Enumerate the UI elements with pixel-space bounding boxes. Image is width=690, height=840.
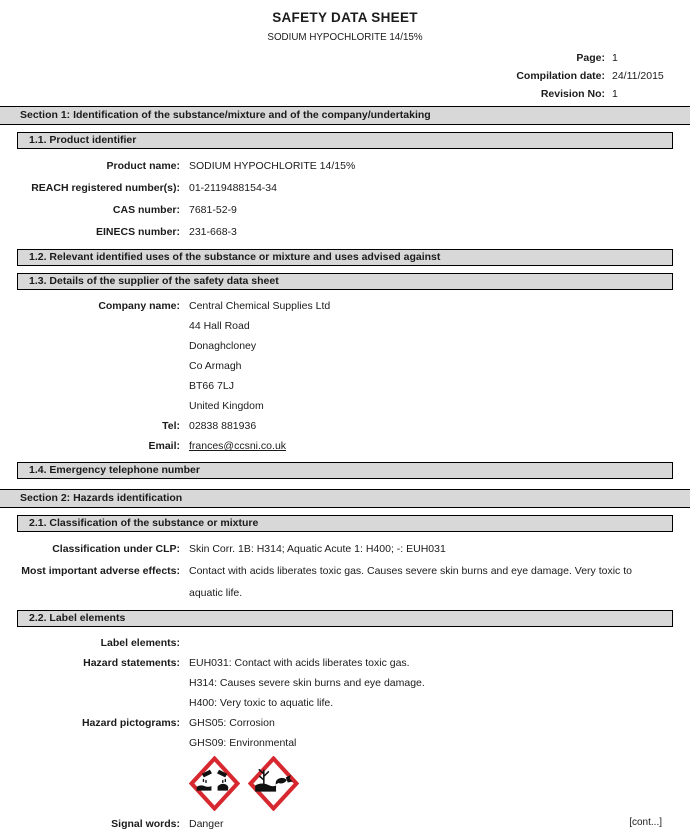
revision-no-value: 1: [612, 88, 618, 100]
company-name-row: [0, 296, 690, 316]
product-name-value: SODIUM HYPOCHLORITE 14/15%: [189, 160, 356, 172]
cas-number-row: [0, 199, 690, 221]
hazard-statement-h400: H400: Very toxic to aquatic life.: [189, 697, 334, 709]
ghs09-environmental-icon: [248, 756, 299, 811]
tel-value: 02838 881936: [189, 420, 257, 432]
address-country: United Kingdom: [189, 400, 264, 412]
document-meta: [0, 49, 690, 103]
reach-number-value: 01-2119488154-34: [189, 182, 277, 194]
pictogram-ghs09-text: GHS09: Environmental: [189, 737, 297, 749]
meta-page-row: [0, 49, 690, 67]
compilation-date-label: Compilation date:: [516, 70, 605, 82]
adverse-effects-value: Contact with acids liberates toxic gas. Causes severe skin burns and eye damage. Very toxic to aquatic life.: [189, 565, 632, 599]
address-line-row: [0, 336, 690, 356]
label-elements-row: [0, 633, 690, 653]
address-postcode: BT66 7LJ: [189, 380, 234, 392]
product-name-label: Product name:: [106, 160, 180, 172]
company-name-label: Company name:: [98, 300, 180, 312]
page-value: 1: [612, 52, 618, 64]
subsection-1-1-header: 1.1. Product identifier: [17, 132, 673, 149]
address-line-3: Co Armagh: [189, 360, 242, 372]
address-line-row: [0, 356, 690, 376]
address-line-1: 44 Hall Road: [189, 320, 250, 332]
product-name-row: [0, 155, 690, 177]
company-name-value: Central Chemical Supplies Ltd: [189, 300, 331, 312]
hazard-pictograms-label: Hazard pictograms:: [81, 717, 180, 729]
supplier-details-block: [0, 290, 690, 460]
address-line-row: [0, 316, 690, 336]
revision-no-label: Revision No:: [540, 88, 605, 100]
signal-words-value: Danger: [189, 818, 224, 830]
reach-number-row: [0, 177, 690, 199]
page-label: Page:: [576, 52, 605, 64]
telephone-row: [0, 416, 690, 436]
clp-classification-row: [0, 538, 690, 560]
signal-words-row: [0, 814, 690, 834]
email-link[interactable]: frances@ccsni.co.uk: [189, 440, 287, 452]
reach-number-label: REACH registered number(s):: [31, 182, 180, 194]
hazard-statements-label: Hazard statements:: [83, 657, 180, 669]
subsection-1-4-header: 1.4. Emergency telephone number: [17, 462, 673, 479]
tel-label: Tel:: [162, 420, 180, 432]
einecs-number-label: EINECS number:: [95, 226, 180, 238]
subsection-1-2-header: 1.2. Relevant identified uses of the substance or mixture and uses advised against: [17, 249, 673, 266]
label-elements-block: [0, 627, 690, 838]
hazard-pictograms-row: [0, 733, 690, 753]
cas-number-label: CAS number:: [112, 204, 180, 216]
subsection-2-1-header: 2.1. Classification of the substance or mixture: [17, 515, 673, 532]
subsection-1-3-header: 1.3. Details of the supplier of the safety data sheet: [17, 273, 673, 290]
subsection-2-2-header: 2.2. Label elements: [17, 610, 673, 627]
signal-words-label: Signal words:: [111, 818, 180, 830]
compilation-date-value: 24/11/2015: [612, 70, 664, 82]
adverse-effects-label: Most important adverse effects:: [21, 565, 180, 577]
adverse-effects-row: [0, 560, 690, 604]
address-line-row: [0, 396, 690, 416]
continuation-marker: [cont...]: [629, 817, 662, 828]
einecs-number-row: [0, 221, 690, 243]
address-line-row: [0, 376, 690, 396]
hazard-statement-row: [0, 653, 690, 673]
meta-compilation-row: [0, 67, 690, 85]
classification-block: [0, 532, 690, 608]
hazard-statement-row: [0, 673, 690, 693]
section-2-header: Section 2: Hazards identification: [0, 489, 690, 508]
product-subtitle: SODIUM HYPOCHLORITE 14/15%: [267, 32, 423, 43]
cas-number-value: 7681-52-9: [189, 204, 237, 216]
address-line-2: Donaghcloney: [189, 340, 257, 352]
hazard-statement-h314: H314: Causes severe skin burns and eye damage.: [189, 677, 425, 689]
hazard-statement-row: [0, 693, 690, 713]
pictogram-ghs05-text: GHS05: Corrosion: [189, 717, 275, 729]
meta-revision-row: [0, 85, 690, 103]
label-elements-label: Label elements:: [100, 637, 180, 649]
product-identifier-block: [0, 149, 690, 247]
clp-classification-value: Skin Corr. 1B: H314; Aquatic Acute 1: H400; -: EUH031: [189, 543, 446, 555]
pictogram-images: [0, 756, 690, 811]
section-1-header: Section 1: Identification of the substance/mixture and of the company/undertaking: [0, 106, 690, 125]
hazard-pictograms-row: [0, 713, 690, 733]
clp-classification-label: Classification under CLP:: [52, 543, 180, 555]
hazard-statement-euh031: EUH031: Contact with acids liberates toxic gas.: [189, 657, 410, 669]
einecs-number-value: 231-668-3: [189, 226, 237, 238]
document-title: SAFETY DATA SHEET: [272, 10, 418, 25]
ghs05-corrosion-icon: [189, 756, 240, 811]
email-label: Email:: [148, 440, 180, 452]
email-row: [0, 436, 690, 456]
